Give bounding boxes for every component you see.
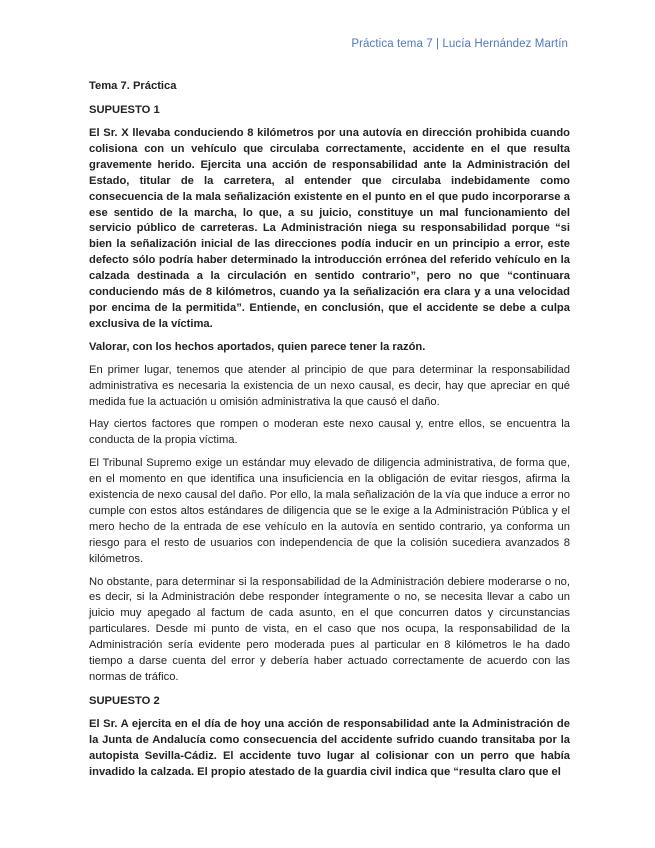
answer-paragraph: Hay ciertos factores que rompen o moderan este nexo causal y, entre ellos, se encuentra la conducta de la propia víctima. bbox=[89, 418, 570, 447]
supuesto-2-statement: El Sr. A ejercita en el día de hoy una acción de responsabilidad ante la Administración de la Junta de Andalucía como consecuencia del accidente sufrido cuando transitaba por la autopista Sevilla-Cádiz. El accidente tuvo lugar al colisionar con un perro que había invadido la calzada. El propio atestado de la guardia civil indica que “resulta claro que el bbox=[89, 717, 570, 778]
answer-paragraph: No obstante, para determinar si la responsabilidad de la Administración debiere moderarse o no, es decir, si la Administración debe responder íntegramente o no, se necesita llevar a cabo un juicio muy apegado al factum de cada asunto, en el que concurren datos y circunstancias particulares. Desde mi punto de vista, en el caso que nos ocupa, la responsabilidad de la Administración sería evidente pero moderada pues al particular en 8 kilómetros le ha dado tiempo a darse cuenta del error y debería haber actuado correctamente de acuerdo con las normas de tráfico. bbox=[89, 575, 570, 683]
supuesto-1-question: Valorar, con los hechos aportados, quien parece tener la razón. bbox=[89, 340, 426, 353]
answer-paragraph: En primer lugar, tenemos que atender al principio de que para determinar la responsabilidad administrativa es necesaria la existencia de un nexo causal, es decir, hay que apreciar en qué medida fue la actuación u omisión administrativa la que causó el daño. bbox=[89, 363, 570, 408]
supuesto-2-heading: SUPUESTO 2 bbox=[89, 694, 160, 707]
answer-paragraph: El Tribunal Supremo exige un estándar muy elevado de diligencia administrativa, de forma que, en el momento en que identifica una insuficiencia en la obligación de evitar riesgos, afirma la existencia de nexo causal del daño. Por ello, la mala señalización de la vía que induce a error no cumple con estos altos estándares de diligencia que se le exige a la Administración Pública y el mero hecho de la entrada de ese vehículo en la autovía en sentido contrario, ya conforma un riesgo para el resto de usuarios con independencia de que la colisión sucediera avanzados 8 kilómetros. bbox=[89, 457, 570, 565]
supuesto-1-heading: SUPUESTO 1 bbox=[89, 104, 160, 116]
document-title: Tema 7. Práctica bbox=[89, 80, 177, 92]
supuesto-1-statement: El Sr. X llevaba conduciendo 8 kilómetros por una autovía en dirección prohibida cuando colisiona con un vehículo que circulaba correctamente, accidente en el que resulta gravemente herido. Ejercita una acción de responsabilidad ante la Administración del Estado, titular de la carretera, al entender que circulaba indebidamente como consecuencia de la mala señalización existente en el punto en el que pudo incorporarse a ese sentido de la marcha, lo que, a su juicio, constituye un mal funcionamiento del servicio público de carreteras. La Administración niega su responsabilidad porque “si bien la señalización inicial de las direcciones podía inducir en un principio a error, este defecto sólo podría haber determinado la introducción errónea del referido vehículo en la calzada destinada a la circulación en sentido contrario”, pero no que “continuara conduciendo más de 8 kilómetros, cuando ya la señalización era clara y a una velocidad por encima de la permitida”. Entiende, en conclusión, que el accidente se debe a culpa exclusiva de la víctima. bbox=[89, 127, 570, 330]
running-header: Práctica tema 7 | Lucía Hernández Martín bbox=[351, 38, 568, 50]
